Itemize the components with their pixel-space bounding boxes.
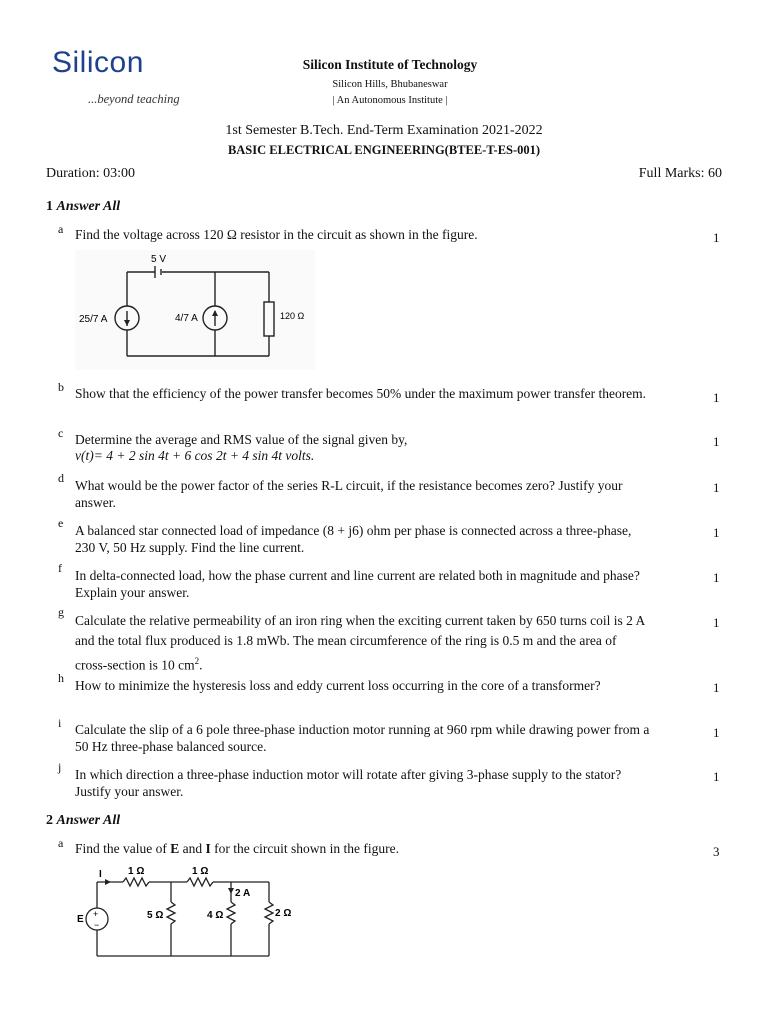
exam-subject: BASIC ELECTRICAL ENGINEERING(BTEE-T-ES-001) (227, 143, 541, 157)
question-letter: c (58, 426, 64, 440)
question-text: Calculate the slip of a 6 pole three-phase induction motor running at 960 rpm while drawing power from a 50 Hz three-phase balanced source. (75, 722, 650, 754)
section-instruction: Answer All (56, 199, 121, 214)
question-letter: d (58, 471, 64, 485)
arrow-down-icon (228, 888, 234, 894)
section-number: 2 (46, 813, 53, 828)
question-marks: 1 (713, 769, 720, 784)
question-text: Find the value of E and I for the circuit shown in the figure. (75, 841, 399, 856)
question-marks: 1 (713, 680, 720, 695)
logo-wordmark: Silicon (52, 46, 144, 79)
question-letter: a (58, 222, 64, 236)
figure-label-current: I (99, 869, 102, 880)
figure-label-source: E (77, 914, 84, 925)
figure-label-current-1: 25/7 A (79, 314, 108, 325)
section-1-heading (46, 199, 120, 215)
institute-address: Silicon Hills, Bhubaneswar (332, 79, 448, 90)
figure-label-current-2a: 2 A (235, 888, 251, 899)
section-instruction: Answer All (56, 813, 121, 828)
circuit-figure-2 (75, 862, 305, 962)
question-letter: a (58, 836, 64, 850)
figure-label-voltage: 5 V (151, 254, 167, 265)
minus-sign: − (94, 920, 100, 930)
question-text: A balanced star connected load of impedance (8 + j6) ohm per phase is connected across a three-phase, 230 V, 50 Hz supply. Find the line current. (75, 523, 632, 555)
question-text: Calculate the relative permeability of an iron ring when the exciting current taken by 650 turns coil is 2 A and the total flux produced is 1.8 mWb. The mean circumference of the ring is 0.5 m and the area of cross-section is 10 $cm^2$. (75, 613, 645, 673)
question-marks: 1 (713, 525, 720, 540)
exam-full-marks: Full Marks: 60 (638, 166, 722, 181)
figure-label-current-2: 4/7 A (175, 313, 198, 324)
figure-label-r5: 2 Ω (275, 908, 292, 919)
section-2-heading (46, 813, 120, 829)
question-marks: 1 (713, 570, 720, 585)
question-marks: 3 (713, 844, 720, 859)
institute-status: | An Autonomous Institute | (332, 95, 448, 106)
question-letter: g (58, 605, 64, 619)
question-text: In delta-connected load, how the phase current and line current are related both in magnitude and phase? Explain your answer. (75, 568, 640, 600)
question-letter: b (58, 380, 64, 394)
question-text: In which direction a three-phase induction motor will rotate after giving 3-phase supply to the stator? Justify your answer. (75, 767, 622, 799)
exam-title: 1st Semester B.Tech. End-Term Examination 2021-2022 (225, 123, 543, 138)
figure-label-r1: 1 Ω (128, 866, 145, 877)
question-letter: f (58, 561, 62, 575)
question-letter: e (58, 516, 64, 530)
arrow-right-icon (105, 879, 111, 885)
question-text: What would be the power factor of the series R-L circuit, if the resistance becomes zero? Justify your answer. (75, 478, 623, 510)
figure-label-r2: 1 Ω (192, 866, 209, 877)
question-marks: 1 (713, 480, 720, 495)
question-marks: 1 (713, 725, 720, 740)
institute-name: Silicon Institute of Technology (302, 57, 478, 72)
question-marks: 1 (713, 434, 720, 449)
question-formula: v(t)= 4 + 2 sin 4t + 6 cos 2t + 4 sin 4t volts. (75, 448, 315, 463)
question-text: Find the voltage across 120 Ω resistor in the circuit as shown in the figure. (75, 227, 478, 242)
figure-label-resistor: 120 Ω (280, 311, 305, 321)
logo-tagline: ...beyond teaching (88, 92, 180, 106)
exam-duration: Duration: 03:00 (46, 166, 136, 181)
figure-label-r4: 4 Ω (207, 910, 224, 921)
section-number: 1 (46, 199, 53, 214)
question-text: Show that the efficiency of the power transfer becomes 50% under the maximum power transfer theorem. (75, 386, 647, 401)
figure-label-r3: 5 Ω (147, 910, 164, 921)
question-letter: i (58, 716, 62, 730)
plus-sign: + (93, 909, 99, 919)
question-text: How to minimize the hysteresis loss and eddy current loss occurring in the core of a transformer? (75, 678, 601, 693)
question-marks: 1 (713, 615, 720, 630)
circuit-figure-1 (75, 250, 315, 370)
question-marks: 1 (713, 230, 720, 245)
question-marks: 1 (713, 390, 720, 405)
question-letter: h (58, 671, 64, 685)
question-text: Determine the average and RMS value of the signal given by, (75, 432, 408, 447)
question-letter: j (58, 760, 62, 774)
